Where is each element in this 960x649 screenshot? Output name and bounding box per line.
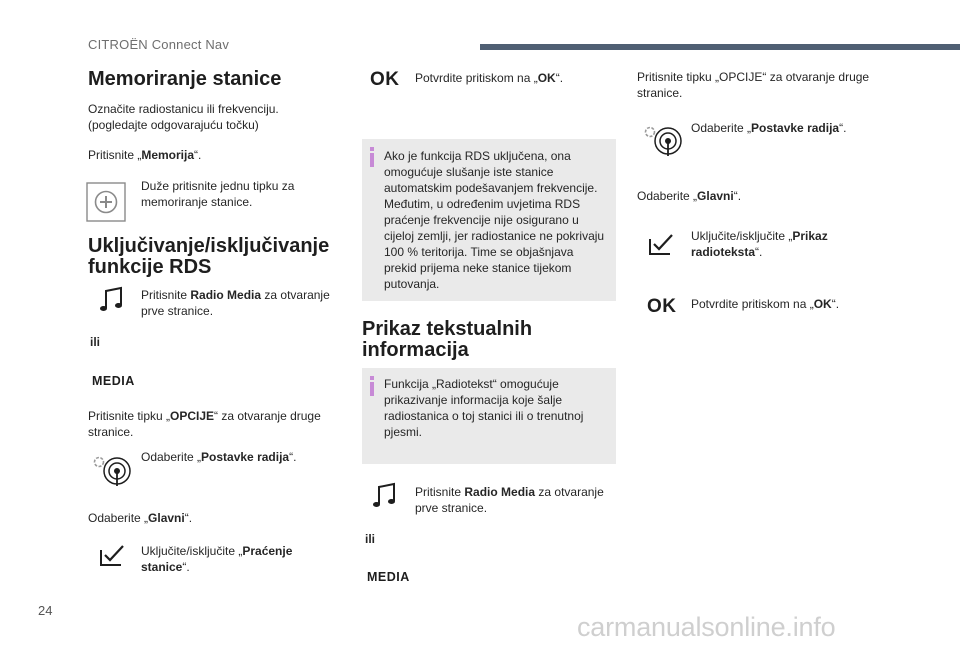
paragraph: Označite radiostanicu ili frekvenciju. (pogledajte odgovarajuću točku) — [88, 102, 279, 132]
watermark: carmanualsonline.info — [577, 612, 836, 642]
music-note-icon — [372, 482, 398, 510]
section-title-rds: Uključivanje/isključivanje funkcije RDS — [88, 235, 330, 278]
page-number: 24 — [38, 603, 53, 618]
paragraph: Potvrdite pritiskom na „OK“. — [691, 297, 840, 311]
info-box — [362, 368, 616, 464]
radio-settings-icon — [91, 452, 131, 488]
paragraph: Odaberite „Postavke radija“. — [141, 450, 297, 464]
paragraph: Potvrdite pritiskom na „OK“. — [415, 71, 564, 85]
info-icon — [370, 153, 374, 167]
ok-key-label: OK — [647, 296, 677, 317]
section-title-memoriranje: Memoriranje stanice — [88, 68, 282, 90]
section-title-radiotekst: Prikaz tekstualnih informacija — [362, 318, 533, 361]
info-icon — [370, 382, 374, 396]
info-text: Ako je funkcija RDS uključena, ona omogućuje slušanje iste stanice automatskim podešavanjem frekvencije. Međutim, u određenim uvjetima RDS praćenje frekvencije nije osigurano u cijeloj zemlji, jer radiostanice ne pokrivaju 100 % teritorija. Time se objašnjava prekid prijema neke stanice tijekom putovanja. — [384, 149, 605, 291]
paragraph: Duže pritisnite jednu tipku za memoriranje stanice. — [141, 179, 295, 209]
paragraph: Pritisnite Radio Media za otvaranje prve stranice. — [415, 485, 604, 515]
checkbox-icon — [648, 232, 676, 256]
info-box — [362, 139, 616, 301]
paragraph: Pritisnite tipku „OPCIJE“ za otvaranje druge stranice. — [637, 70, 870, 100]
paragraph: Pritisnite „Memorija“. — [88, 148, 202, 162]
paragraph: Pritisnite tipku „OPCIJE“ za otvaranje druge stranice. — [88, 409, 321, 439]
music-note-icon — [99, 286, 125, 314]
paragraph: Uključite/isključite „Praćenje stanice“. — [141, 544, 293, 574]
or-label: ili — [90, 335, 101, 349]
media-key-label: MEDIA — [367, 570, 410, 584]
header-brand: CITROËN Connect Nav — [88, 37, 230, 52]
header-bar — [480, 44, 960, 50]
paragraph: Odaberite „Postavke radija“. — [691, 121, 847, 135]
info-text: Funkcija „Radiotekst“ omogućuje prikazivanje informacija koje šalje radiostanica o toj stanici ili o trenutnoj pjesmi. — [384, 377, 584, 439]
add-preset-icon — [86, 182, 126, 222]
radio-settings-icon — [642, 122, 682, 158]
checkbox-icon — [99, 543, 127, 567]
paragraph: Uključite/isključite „Prikaz radioteksta“. — [691, 229, 828, 259]
paragraph: Pritisnite Radio Media za otvaranje prve stranice. — [141, 288, 330, 318]
paragraph: Odaberite „Glavni“. — [88, 511, 193, 525]
ok-key-label: OK — [370, 69, 400, 90]
media-key-label: MEDIA — [92, 374, 135, 388]
or-label: ili — [365, 532, 376, 546]
paragraph: Odaberite „Glavni“. — [637, 189, 742, 203]
